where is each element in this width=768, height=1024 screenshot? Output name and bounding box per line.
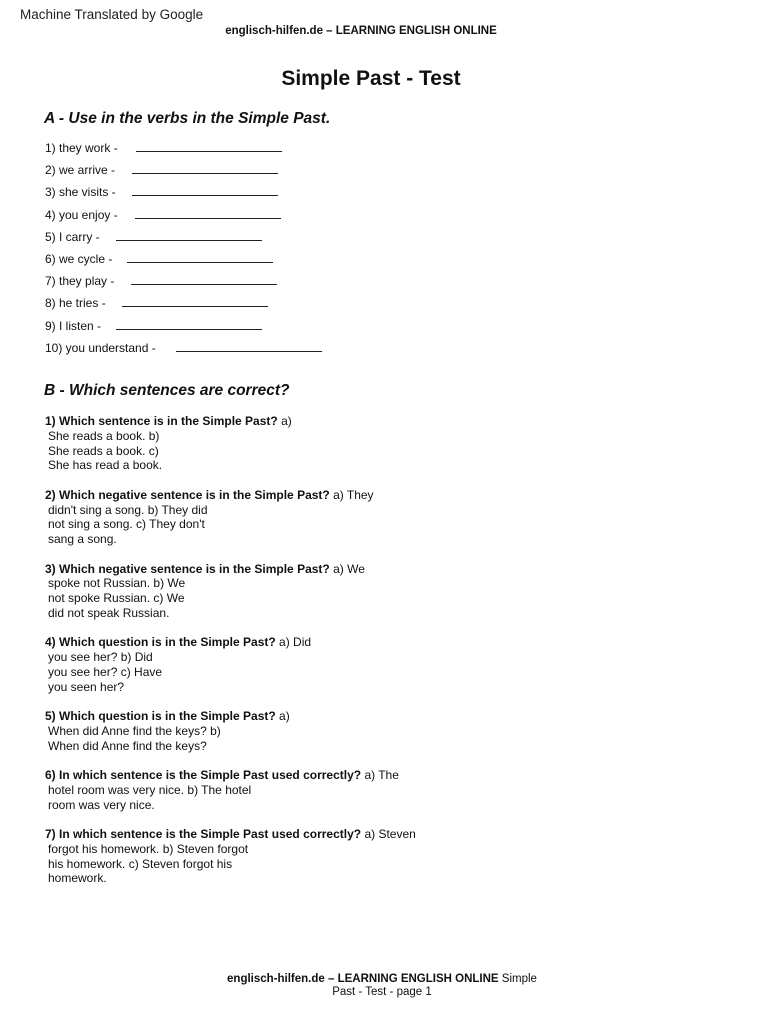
verb-prompt: 3) she visits -	[45, 185, 116, 200]
answer-line: spoke not Russian. b) We	[48, 576, 186, 591]
verb-prompt: 10) you understand -	[45, 340, 156, 355]
verb-prompt: 7) they play -	[45, 274, 115, 289]
verb-prompt: 5) I carry -	[45, 229, 100, 244]
verb-item	[45, 296, 322, 318]
answer-line: She reads a book. c)	[48, 443, 159, 458]
answer-line: his homework. c) Steven forgot his	[48, 856, 233, 871]
site-header: englisch-hilfen.de – LEARNING ENGLISH ONLINE	[225, 25, 497, 37]
answer-line: a) Steven	[361, 827, 416, 842]
verb-item	[45, 230, 322, 252]
answer-line: did not speak Russian.	[48, 605, 170, 620]
answer-blank[interactable]	[132, 163, 278, 174]
question-text: 3) Which negative sentence is in the Simple Past?	[45, 561, 330, 576]
footer-title-part: Simple	[498, 973, 537, 985]
verb-item	[45, 252, 322, 274]
answer-line: homework.	[48, 871, 107, 886]
machine-translation-note: Machine Translated by Google	[20, 7, 204, 22]
answer-blank[interactable]	[127, 252, 273, 263]
question-item	[45, 562, 465, 621]
verb-prompt: 6) we cycle -	[45, 251, 113, 266]
answer-line: not sing a song. c) They don't	[48, 517, 205, 532]
verb-item	[45, 319, 322, 341]
verb-prompt: 9) I listen -	[45, 318, 102, 333]
question-list	[45, 414, 465, 886]
answer-line: hotel room was very nice. b) The hotel	[48, 782, 252, 797]
verb-exercise-list	[45, 141, 322, 363]
answer-line: not spoke Russian. c) We	[48, 591, 185, 606]
answer-blank[interactable]	[135, 208, 281, 219]
question-text: 2) Which negative sentence is in the Simple Past?	[45, 487, 330, 502]
answer-blank[interactable]	[131, 274, 277, 285]
answer-line: She has read a book.	[48, 458, 163, 473]
verb-prompt: 1) they work -	[45, 141, 118, 155]
answer-line: didn't sing a song. b) They did	[48, 502, 208, 517]
question-item	[45, 488, 465, 547]
question-item	[45, 768, 465, 812]
verb-prompt: 4) you enjoy -	[45, 207, 118, 222]
answer-blank[interactable]	[116, 319, 262, 330]
answer-line: a)	[275, 709, 290, 724]
question-text: 7) In which sentence is the Simple Past used correctly?	[45, 827, 362, 842]
verb-item	[45, 341, 322, 363]
section-a-heading: A - Use in the verbs in the Simple Past.	[44, 110, 331, 127]
verb-prompt: 8) he tries -	[45, 296, 106, 311]
answer-line: forgot his homework. b) Steven forgot	[48, 841, 249, 856]
answer-blank[interactable]	[132, 185, 278, 196]
answer-line: When did Anne find the keys? b)	[48, 723, 221, 738]
answer-line: When did Anne find the keys?	[48, 738, 207, 753]
verb-item	[45, 208, 322, 230]
footer-site: englisch-hilfen.de – LEARNING ENGLISH ONLINE	[227, 973, 499, 985]
answer-line: you seen her?	[48, 679, 125, 694]
answer-line: room was very nice.	[48, 797, 155, 812]
question-item	[45, 635, 465, 694]
answer-line: a) Did	[275, 635, 312, 650]
verb-prompt: 2) we arrive -	[45, 163, 116, 178]
verb-item	[45, 185, 322, 207]
answer-line: a) We	[329, 561, 365, 576]
page-footer	[0, 973, 764, 1000]
question-item	[45, 709, 465, 753]
answer-blank[interactable]	[116, 230, 262, 241]
answer-blank[interactable]	[176, 341, 322, 352]
question-item	[45, 414, 465, 473]
question-text: 4) Which question is in the Simple Past?	[45, 635, 276, 650]
section-b-heading: B - Which sentences are correct?	[44, 382, 290, 399]
document-title: Simple Past - Test	[281, 67, 461, 90]
answer-line: you see her? b) Did	[48, 650, 153, 665]
question-text: 6) In which sentence is the Simple Past used correctly?	[45, 768, 362, 783]
question-text: 5) Which question is in the Simple Past?	[45, 709, 276, 724]
answer-line: you see her? c) Have	[48, 664, 163, 679]
question-text: 1) Which sentence is in the Simple Past?	[45, 414, 278, 428]
footer-page-info: Past - Test - page 1	[332, 986, 432, 999]
answer-line: sang a song.	[48, 532, 117, 547]
verb-item	[45, 163, 322, 185]
question-item	[45, 827, 465, 886]
verb-item	[45, 141, 322, 163]
answer-line: a) They	[329, 487, 374, 502]
answer-line: a) The	[361, 768, 399, 783]
answer-line: She reads a book. b)	[48, 428, 160, 443]
verb-item	[45, 274, 322, 296]
answer-blank[interactable]	[122, 296, 268, 307]
answer-line: a)	[277, 414, 292, 428]
answer-blank[interactable]	[136, 141, 282, 152]
